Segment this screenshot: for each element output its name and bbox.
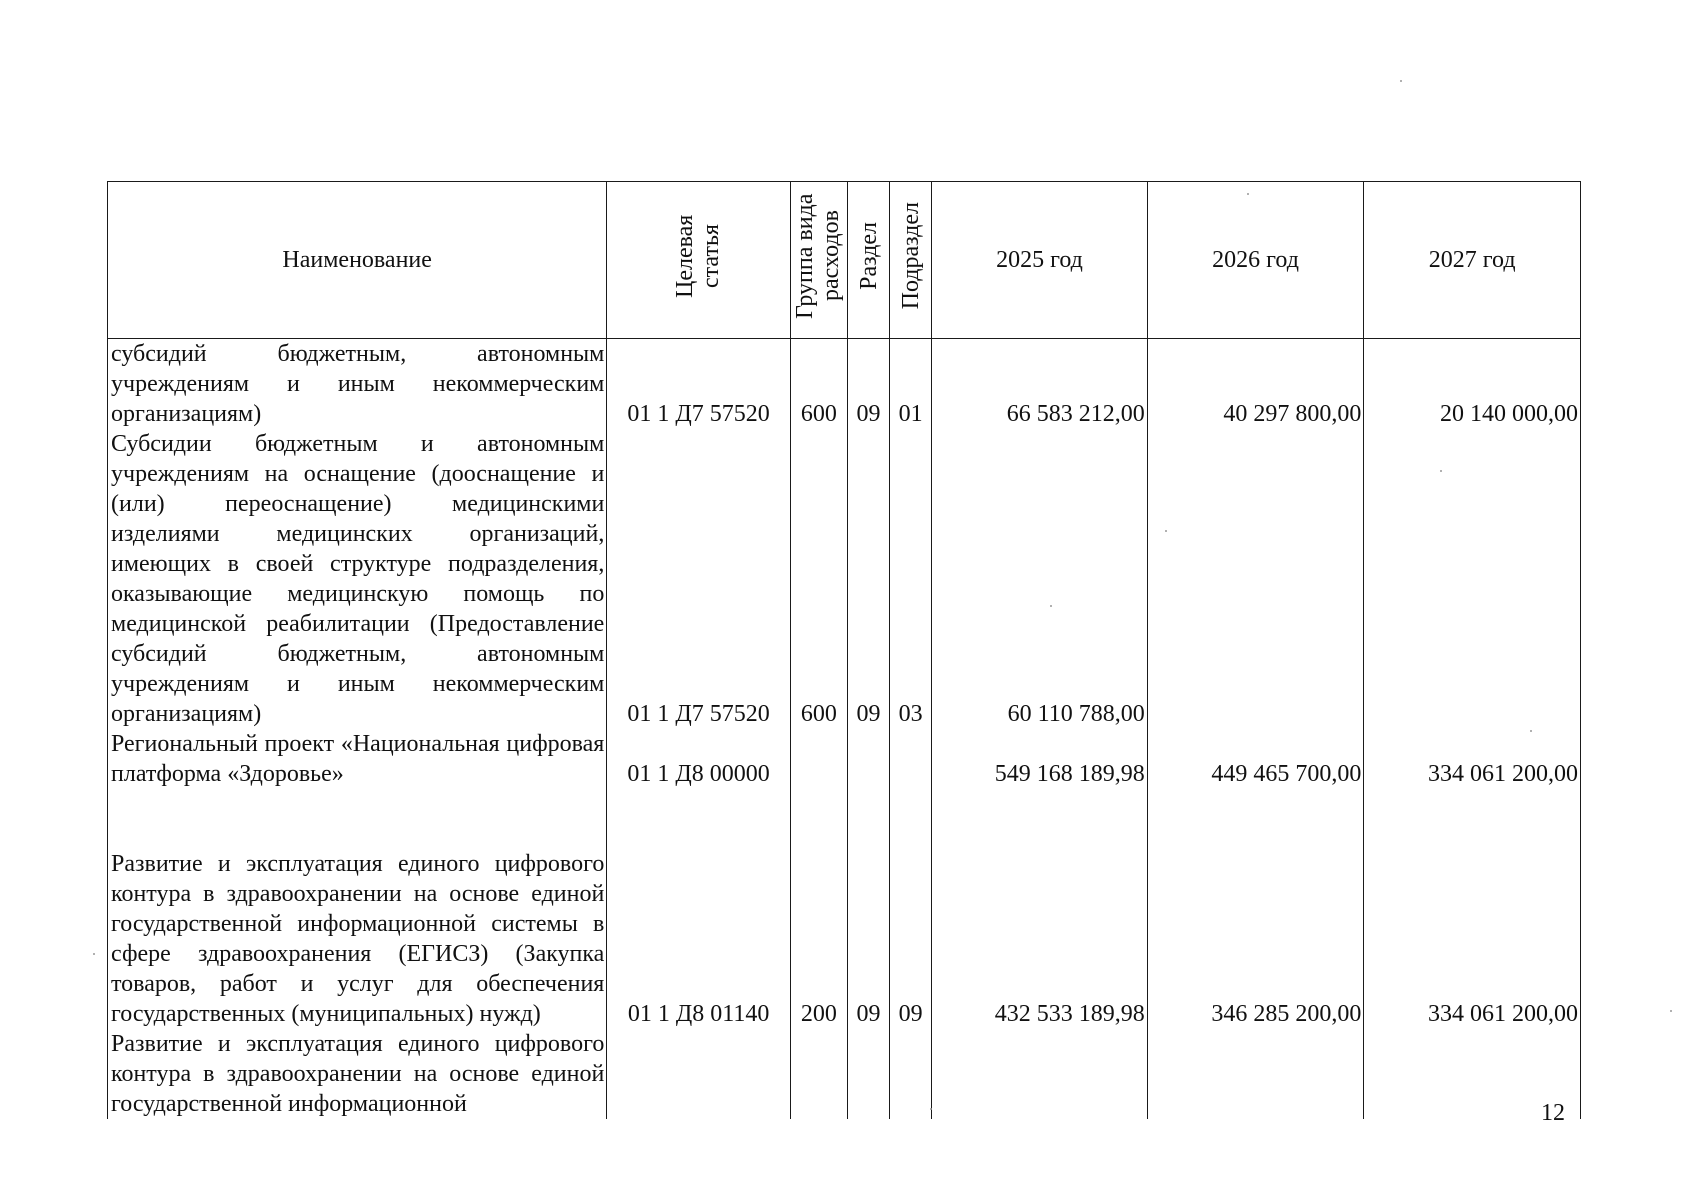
row-name: Развитие и эксплуатация единого цифрового контура в здравоохранении на основе единой государственной информационной	[108, 1029, 607, 1119]
table-row	[108, 1029, 1581, 1119]
table-row	[108, 339, 1581, 430]
row-target: 01 1 Д8 00000	[607, 729, 790, 789]
row-2027: 20 140 000,00	[1364, 339, 1581, 430]
header-2027: 2027 год	[1364, 182, 1581, 339]
speck	[1165, 530, 1167, 532]
row-group	[790, 1029, 847, 1119]
speck	[1400, 80, 1402, 82]
speck	[1440, 470, 1442, 472]
table-row	[108, 789, 1581, 1029]
speck	[930, 1108, 932, 1110]
speck	[93, 953, 95, 955]
row-group: 600	[790, 339, 847, 430]
row-2026: 346 285 200,00	[1147, 789, 1364, 1029]
row-razdel	[847, 729, 889, 789]
header-podrazdel: Подраздел	[890, 182, 932, 339]
row-2027: 334 061 200,00	[1364, 789, 1581, 1029]
row-2025	[932, 1029, 1148, 1119]
row-name: Развитие и эксплуатация единого цифрового контура в здравоохранении на основе единой государственной информационной системы в сфере здравоохранения (ЕГИСЗ) (Закупка товаров, работ и услуг для обеспечения государственных (муниципальных) нужд)	[108, 789, 607, 1029]
header-2026: 2026 год	[1147, 182, 1364, 339]
speck	[1050, 605, 1052, 607]
row-target: 01 1 Д7 57520	[607, 339, 790, 430]
row-2025: 66 583 212,00	[932, 339, 1148, 430]
row-group: 600	[790, 429, 847, 729]
speck	[1670, 1010, 1672, 1012]
row-2026	[1147, 1029, 1364, 1119]
row-podrazdel	[890, 729, 932, 789]
header-razdel: Раздел	[847, 182, 889, 339]
row-razdel: 09	[847, 429, 889, 729]
row-2026	[1147, 429, 1364, 729]
row-razdel: 09	[847, 789, 889, 1029]
row-2027: 334 061 200,00	[1364, 729, 1581, 789]
row-2025: 432 533 189,98	[932, 789, 1148, 1029]
page-number: 12	[1541, 1100, 1565, 1126]
row-group	[790, 729, 847, 789]
header-target: Целевая статья	[607, 182, 790, 339]
header-group: Группа вида расходов	[790, 182, 847, 339]
speck	[1530, 730, 1532, 732]
row-target	[607, 1029, 790, 1119]
row-2025: 549 168 189,98	[932, 729, 1148, 789]
row-2026: 40 297 800,00	[1147, 339, 1364, 430]
row-razdel	[847, 1029, 889, 1119]
row-target: 01 1 Д8 01140	[607, 789, 790, 1029]
budget-table	[107, 181, 1581, 1119]
row-podrazdel: 01	[890, 339, 932, 430]
row-2025: 60 110 788,00	[932, 429, 1148, 729]
row-2026: 449 465 700,00	[1147, 729, 1364, 789]
table-row	[108, 429, 1581, 729]
header-2025: 2025 год	[932, 182, 1148, 339]
header-name: Наименование	[108, 182, 607, 339]
row-target: 01 1 Д7 57520	[607, 429, 790, 729]
row-podrazdel: 09	[890, 789, 932, 1029]
speck	[1247, 193, 1249, 195]
row-2027	[1364, 429, 1581, 729]
row-name: субсидий бюджетным, автономным учреждениям и иным некоммерческим организациям)	[108, 339, 607, 430]
row-name: Субсидии бюджетным и автономным учреждениям на оснащение (дооснащение и (или) переоснащение) медицинскими изделиями медицинских организаций, имеющих в своей структуре подразделения, оказывающие медицинскую помощь по медицинской реабилитации (Предоставление субсидий бюджетным, автономным учреждениям и иным некоммерческим организациям)	[108, 429, 607, 729]
table-row	[108, 729, 1581, 789]
row-podrazdel: 03	[890, 429, 932, 729]
row-group: 200	[790, 789, 847, 1029]
row-name: Региональный проект «Национальная цифровая платформа «Здоровье»	[108, 729, 607, 789]
row-podrazdel	[890, 1029, 932, 1119]
row-razdel: 09	[847, 339, 889, 430]
table-header	[108, 182, 1581, 339]
